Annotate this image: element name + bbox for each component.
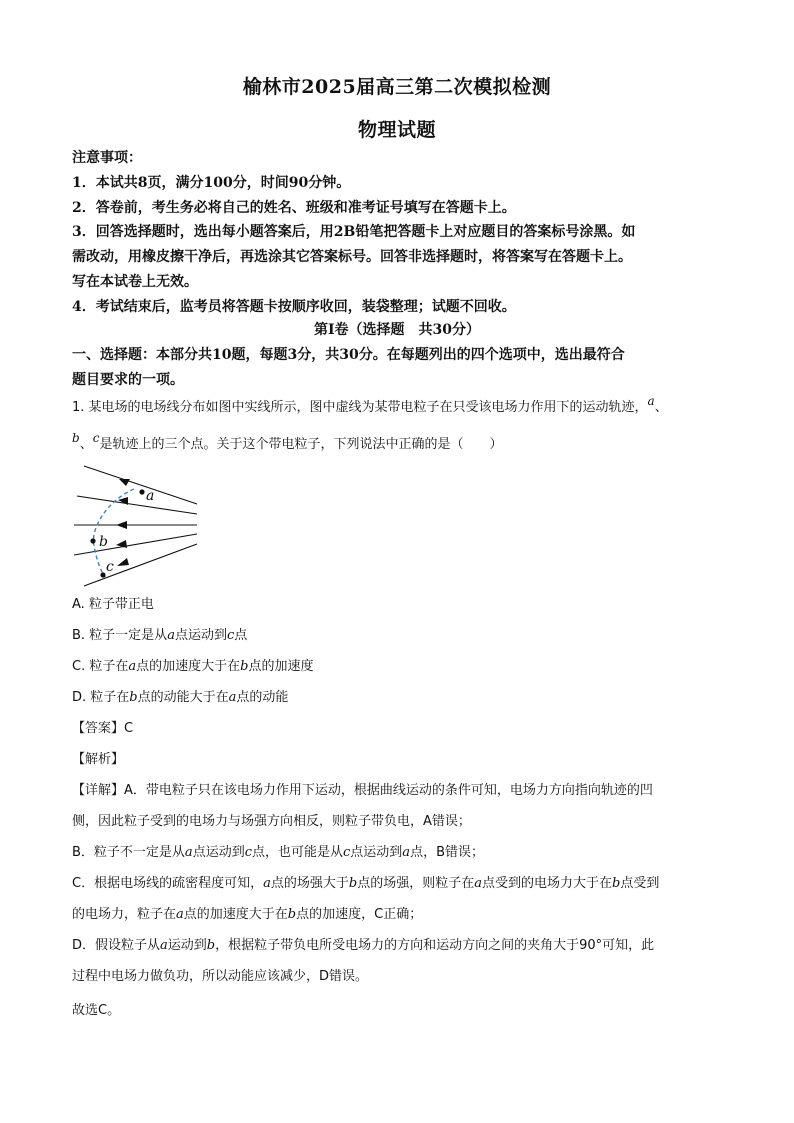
var-b: b [611,876,621,891]
detail-text: 运动到 [167,938,207,953]
detail-text: 点受到 [620,876,660,891]
var-a: a [474,876,482,891]
var-a: a [167,628,175,643]
question-stem-text: 1. 某电场的电场线分布如图中实线所示，图中虚线为某带电粒子在只受该电场力作用下的运动轨迹， [72,400,648,415]
analysis-heading: 【解析】 [72,752,125,767]
field-line [84,466,197,504]
stem-var-b: b [72,431,80,445]
point-a-label: a [146,488,155,504]
option-c-text: 点的加速度 [248,659,314,674]
detail-text: B．粒子不一定是从 [72,845,185,860]
var-a: a [160,938,168,953]
option-c-text: C. 粒子在 [72,659,129,674]
notice-line: 写在本试卷上无效。 [72,274,198,290]
notice-line: 需改动，用橡皮擦干净后，再选涂其它答案标号。回答非选择题时，将答案写在答题卡上。 [72,249,632,265]
detail-line [72,905,732,925]
option-b-text: 点运动到 [174,628,227,643]
option-b [72,626,732,646]
section-instruction: 一、选择题：本部分共10题，每题3分，共30分。在每题列出的四个选项中，选出最符合 [72,347,625,363]
detail-line [72,936,732,956]
point-a-dot [139,489,144,494]
option-c [72,657,732,677]
option-c-text: 点的加速度大于在 [136,659,241,674]
notice-line: 4．考试结束后，监考员将答题卡按顺序收回，装袋整理；试题不回收。 [72,299,516,315]
point-b-dot [90,538,95,543]
stem-var-a: a [647,394,655,408]
notice-line: 2．答卷前，考生务必将自己的姓名、班级和准考证号填写在答题卡上。 [72,200,516,216]
detail-text: 点的加速度大于在 [183,907,288,922]
option-b-text: B. 粒子一定是从 [72,628,168,643]
var-a: a [402,845,411,860]
option-a-text: A. 粒子带正电 [72,597,154,612]
point-c-label: c [106,559,114,575]
field-line [74,534,197,555]
detail-text: 点的加速度，C正确； [296,907,423,922]
var-b: b [240,659,249,674]
var-a: a [184,845,193,860]
option-a [72,595,732,615]
detail-text: 点，B错误； [410,845,484,860]
stem-sep: 、 [79,437,93,452]
option-d-text: 点的动能大于在 [137,690,229,705]
var-b: b [348,876,358,891]
detail-line: 【详解】A．带电粒子只在该电场力作用下运动，根据曲线运动的条件可知，电场力方向指向轨迹的凹 [72,783,653,798]
option-d [72,688,732,708]
field-line [77,496,197,514]
detail-line: 过程中电场力做负功，所以动能应该减少，D错误。 [72,969,369,984]
section-instruction: 题目要求的一项。 [72,372,184,388]
var-c: c [226,628,235,643]
detail-text: C．根据电场线的疏密程度可知， [72,876,264,891]
option-d-text: 点的动能 [236,690,289,705]
exam-title: 榆林市2025届高三第二次模拟检测 [242,76,552,98]
var-a: a [228,690,237,705]
var-a: a [176,907,184,922]
option-b-text: 点 [234,628,248,643]
var-c: c [343,845,351,860]
var-a: a [263,876,271,891]
option-d-text: D. 粒子在 [72,690,130,705]
point-b-label: b [99,534,108,550]
stem-sep: 、 [654,400,668,415]
detail-text: 点的场强大于 [270,876,349,891]
question-stem [72,394,732,418]
field-arrow [119,479,130,486]
detail-line [72,874,732,894]
question-stem [72,431,732,455]
detail-text: 点受到的电场力大于在 [481,876,612,891]
detail-line [72,843,732,863]
stem-var-c: c [92,431,100,445]
detail-line: 侧，因此粒子受到的电场力与场强方向相反，则粒子带负电，A错误； [72,814,471,829]
notice-heading: 注意事项： [72,150,142,166]
notice-line: 3．回答选择题时，选出每小题答案后，用2B铅笔把答题卡上对应题目的答案标号涂黑。如 [72,224,636,240]
notice-line: 1．本试共8页，满分100分，时间90分钟。 [72,175,351,191]
point-c-dot [100,572,105,577]
question-stem-text: 是轨迹上的三个点。关于这个带电粒子，下列说法中正确的是（ ） [99,437,503,452]
detail-text: ，根据粒子带负电所受电场力的方向和运动方向之间的夹角大于90°可知，此 [215,938,655,953]
var-b: b [287,907,297,922]
detail-text: D．假设粒子从 [72,938,161,953]
section-title: 第Ⅰ卷（选择题 共30分） [313,322,481,338]
detail-text: 点的场强，则粒子在 [357,876,475,891]
detail-text: 点，也可能是从 [251,845,343,860]
field-arrow [117,558,129,566]
detail-text: 的电场力，粒子在 [72,907,177,922]
field-line-diagram [72,462,202,590]
var-a: a [128,659,137,674]
conclusion: 故选C。 [72,1003,121,1018]
exam-subtitle: 物理试题 [357,119,436,141]
detail-text: 点运动到 [350,845,403,860]
field-arrow [116,521,127,529]
answer: 【答案】C [72,721,134,736]
detail-text: 点运动到 [192,845,245,860]
var-c: c [244,845,252,860]
var-b: b [206,938,216,953]
var-b: b [129,690,138,705]
